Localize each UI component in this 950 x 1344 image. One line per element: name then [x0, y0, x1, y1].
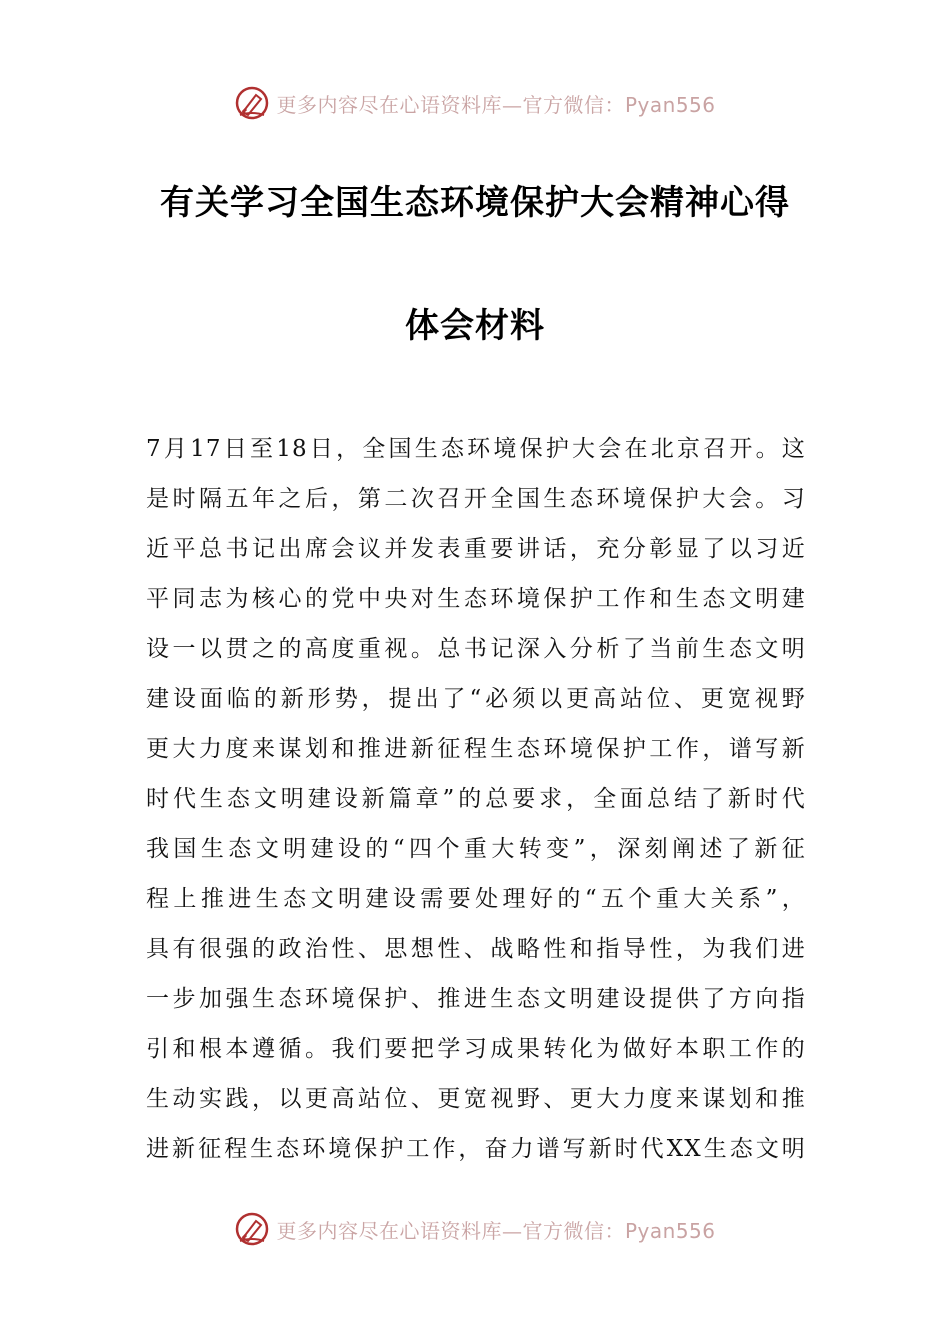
body-line: 引和根本遵循。我们要把学习成果转化为做好本职工作的: [146, 1036, 806, 1062]
banner-site-text: 更多内容尽在心语资料库: [276, 92, 502, 117]
body-line: 是时隔五年之后，第二次召开全国生态环境保护大会。习: [146, 486, 806, 512]
body-line: 我国生态文明建设的“四个重大转变”，深刻阐述了新征: [146, 836, 806, 862]
banner-text: [276, 89, 715, 118]
footer-banner: [0, 1209, 950, 1249]
body-line: 更大力度来谋划和推进新征程生态环境保护工作，谱写新: [146, 736, 806, 762]
banner-text: [276, 1215, 715, 1244]
banner-site-text: 更多内容尽在心语资料库: [276, 1218, 502, 1243]
header-banner: [0, 83, 950, 123]
document-title-line-2: 体会材料: [405, 306, 545, 346]
body-line: 近平总书记出席会议并发表重要讲话，充分彰显了以习近: [146, 536, 806, 562]
pen-logo-icon: [234, 85, 270, 121]
body-line: 进新征程生态环境保护工作，奋力谱写新时代XX生态文明: [146, 1136, 806, 1162]
body-line: 建设面临的新形势，提出了“必须以更高站位、更宽视野: [146, 686, 806, 712]
body-line: 程上推进生态文明建设需要处理好的“五个重大关系”，: [146, 886, 806, 912]
document-title-line-1: 有关学习全国生态环境保护大会精神心得: [160, 183, 790, 223]
banner-wechat-id: Pyan556: [624, 92, 716, 117]
pen-logo-icon: [234, 1211, 270, 1247]
body-line: 一步加强生态环境保护、推进生态文明建设提供了方向指: [146, 986, 806, 1012]
body-line: 具有很强的政治性、思想性、战略性和指导性，为我们进: [146, 936, 806, 962]
body-line: 设一以贯之的高度重视。总书记深入分析了当前生态文明: [146, 636, 806, 662]
banner-separator: —: [501, 1218, 523, 1243]
body-line: 7月17日至18日，全国生态环境保护大会在北京召开。这: [146, 436, 806, 462]
body-line: 生动实践，以更高站位、更宽视野、更大力度来谋划和推: [146, 1086, 806, 1112]
body-paragraph: [146, 424, 806, 1174]
banner-separator: —: [501, 92, 523, 117]
banner-wechat-label: 官方微信：: [522, 92, 625, 117]
banner-wechat-label: 官方微信：: [522, 1218, 625, 1243]
body-line: 平同志为核心的党中央对生态环境保护工作和生态文明建: [146, 586, 806, 612]
banner-wechat-id: Pyan556: [624, 1218, 716, 1243]
body-line: 时代生态文明建设新篇章”的总要求，全面总结了新时代: [146, 786, 806, 812]
